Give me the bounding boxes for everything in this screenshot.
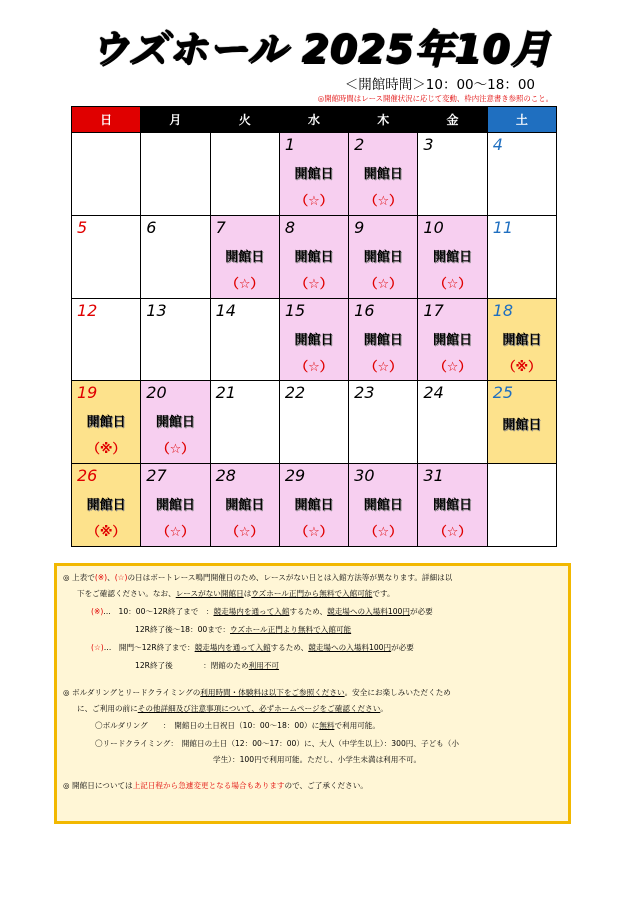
note-line: 12R終了後 ：閉館のため利用不可 <box>135 661 280 670</box>
empty-cell <box>141 133 210 216</box>
day-mark: （☆） <box>364 194 403 209</box>
day-cell <box>72 216 141 299</box>
day-mark: （☆） <box>433 276 472 292</box>
open-label: 開館日 <box>502 332 542 348</box>
open-label: 開館日 <box>433 249 473 265</box>
open-label: 開館日 <box>363 498 403 514</box>
note-line: ◎ 開館日については上記日程から急遽変更となる場合もありますので、ご了承ください。 <box>63 781 368 790</box>
day-cell <box>211 216 280 299</box>
day-mark: （☆） <box>156 442 195 458</box>
day-cell <box>141 299 210 382</box>
day-number: 2 <box>354 135 365 154</box>
day-number: 18 <box>492 300 514 320</box>
day-cell <box>72 464 141 547</box>
day-mark: （☆） <box>295 276 333 292</box>
day-mark: （※） <box>502 359 542 375</box>
day-cell <box>72 381 141 464</box>
note-line: 12R終了後～18：00まで：ウズホール正門より無料で入館可能 <box>135 625 352 634</box>
day-cell <box>418 381 487 464</box>
weekday-header: 水 <box>280 107 349 133</box>
day-number: 1 <box>284 135 296 154</box>
day-number: 26 <box>77 466 98 486</box>
day-number: 4 <box>492 135 503 154</box>
open-label: 開館日 <box>294 249 334 265</box>
open-label: 開館日 <box>225 249 265 265</box>
weekday-header: 火 <box>211 107 280 133</box>
day-number: 15 <box>284 300 306 320</box>
weekday-header: 金 <box>418 107 487 133</box>
day-cell <box>141 381 210 464</box>
day-cell <box>418 299 487 382</box>
day-number: 30 <box>354 466 375 486</box>
note-line: ◎ ボルダリングとリードクライミングの利用時間・体験料は以下をご参照ください。安全にお楽しみいただくため <box>63 688 451 697</box>
open-label: 開館日 <box>294 167 334 182</box>
day-number: 17 <box>423 300 444 320</box>
open-label: 開館日 <box>86 415 126 431</box>
day-cell <box>211 464 280 547</box>
day-mark: （☆） <box>364 276 403 292</box>
day-cell <box>280 216 349 299</box>
opening-hours: ＜開館時間＞10：00～18：00 <box>344 77 535 93</box>
day-cell <box>211 381 280 464</box>
day-mark: （☆） <box>225 525 264 541</box>
day-number: 21 <box>215 383 236 403</box>
day-mark: （☆） <box>433 359 472 375</box>
day-cell <box>488 299 557 382</box>
note-line: 〇リードクライミング： 開館日の土日（12：00～17：00）に、大人（中学生以上）：300円、子ども（小 <box>95 739 459 748</box>
page-title: ウズホール 2025年10月 <box>88 27 551 72</box>
day-mark: （※） <box>86 525 126 541</box>
day-number: 14 <box>215 300 236 320</box>
day-cell <box>488 216 557 299</box>
open-label: 開館日 <box>155 498 195 514</box>
day-cell <box>349 381 418 464</box>
open-label: 開館日 <box>86 498 126 514</box>
note-line: (※)… 10：00～12R終了まで ：競走場内を通って入館するため、競走場への入場料100円が必要 <box>91 607 433 616</box>
day-number: 29 <box>284 466 306 486</box>
day-number: 31 <box>423 466 444 486</box>
day-number: 10 <box>423 217 444 237</box>
day-number: 12 <box>77 300 98 320</box>
open-label: 開館日 <box>225 498 265 514</box>
day-number: 5 <box>77 217 88 237</box>
day-cell <box>349 299 418 382</box>
note-line: 学生）：100円で利用可能。ただし、小学生未満は利用不可。 <box>213 755 422 764</box>
day-number: 3 <box>423 135 434 154</box>
day-number: 22 <box>284 383 306 403</box>
day-number: 6 <box>146 217 157 237</box>
open-label: 開館日 <box>502 418 542 434</box>
day-mark: （☆） <box>433 525 472 541</box>
day-number: 24 <box>423 383 444 403</box>
open-label: 開館日 <box>363 167 403 182</box>
calendar-grid <box>71 106 557 547</box>
open-label: 開館日 <box>363 249 403 265</box>
note-line: ◎ 上表で(※)、(☆)の日はボートレース鳴門開催日のため、レースがない日とは入館方法等が異なります。詳細は以 <box>63 573 453 582</box>
day-cell <box>280 381 349 464</box>
note-line: に、ご利用の前にその他詳細及び注意事項について、必ずホームページをご確認ください。 <box>77 704 388 713</box>
day-mark: （※） <box>86 442 126 458</box>
day-cell <box>211 299 280 382</box>
open-label: 開館日 <box>363 332 403 348</box>
day-number: 28 <box>215 466 236 486</box>
weekday-header: 土 <box>488 107 557 133</box>
day-number: 20 <box>146 383 167 403</box>
day-cell <box>141 464 210 547</box>
empty-cell <box>72 133 141 216</box>
day-number: 23 <box>354 383 375 403</box>
day-mark: （☆） <box>364 525 403 541</box>
weekday-header: 日 <box>72 107 141 133</box>
day-cell <box>280 133 349 216</box>
day-number: 25 <box>492 383 514 403</box>
day-number: 13 <box>146 300 167 320</box>
open-label: 開館日 <box>155 415 195 431</box>
weekday-header: 月 <box>141 107 210 133</box>
day-cell <box>349 216 418 299</box>
note-line: (☆)… 開門～12R終了まで：競走場内を通って入館するため、競走場への入場料100円が必要 <box>91 643 414 652</box>
day-mark: （☆） <box>364 359 403 375</box>
day-number: 9 <box>354 217 365 237</box>
open-label: 開館日 <box>294 332 334 348</box>
open-label: 開館日 <box>433 498 473 514</box>
day-cell <box>418 216 487 299</box>
day-number: 7 <box>215 217 226 237</box>
notes-box <box>54 563 571 824</box>
day-cell <box>418 464 487 547</box>
day-cell <box>488 133 557 216</box>
day-mark: （☆） <box>295 194 333 209</box>
day-number: 16 <box>354 300 375 320</box>
open-label: 開館日 <box>294 498 334 514</box>
day-cell <box>349 133 418 216</box>
day-cell <box>418 133 487 216</box>
day-number: 8 <box>284 217 296 237</box>
day-cell <box>349 464 418 547</box>
day-cell <box>141 216 210 299</box>
day-number: 11 <box>492 217 514 237</box>
day-cell <box>488 381 557 464</box>
open-label: 開館日 <box>433 332 473 348</box>
day-cell <box>280 464 349 547</box>
weekday-header: 木 <box>349 107 418 133</box>
empty-cell <box>488 464 557 547</box>
day-mark: （☆） <box>295 359 333 375</box>
note-line: 下をご確認ください。なお、レースがない開館日はウズホール正門から無料で入館可能です。 <box>77 589 395 598</box>
day-number: 19 <box>77 383 98 403</box>
day-cell <box>72 299 141 382</box>
day-mark: （☆） <box>225 276 264 292</box>
hours-warning: ◎開館時間はレース開催状況に応じて変動、枠内注意書き参照のこと。 <box>317 94 553 103</box>
day-number: 27 <box>146 466 167 486</box>
day-cell <box>280 299 349 382</box>
day-mark: （☆） <box>156 525 195 541</box>
day-mark: （☆） <box>295 525 333 541</box>
note-line: 〇ボルダリング ： 開館日の土日祝日（10：00～18：00）に無料で利用可能。 <box>95 721 380 730</box>
empty-cell <box>211 133 280 216</box>
